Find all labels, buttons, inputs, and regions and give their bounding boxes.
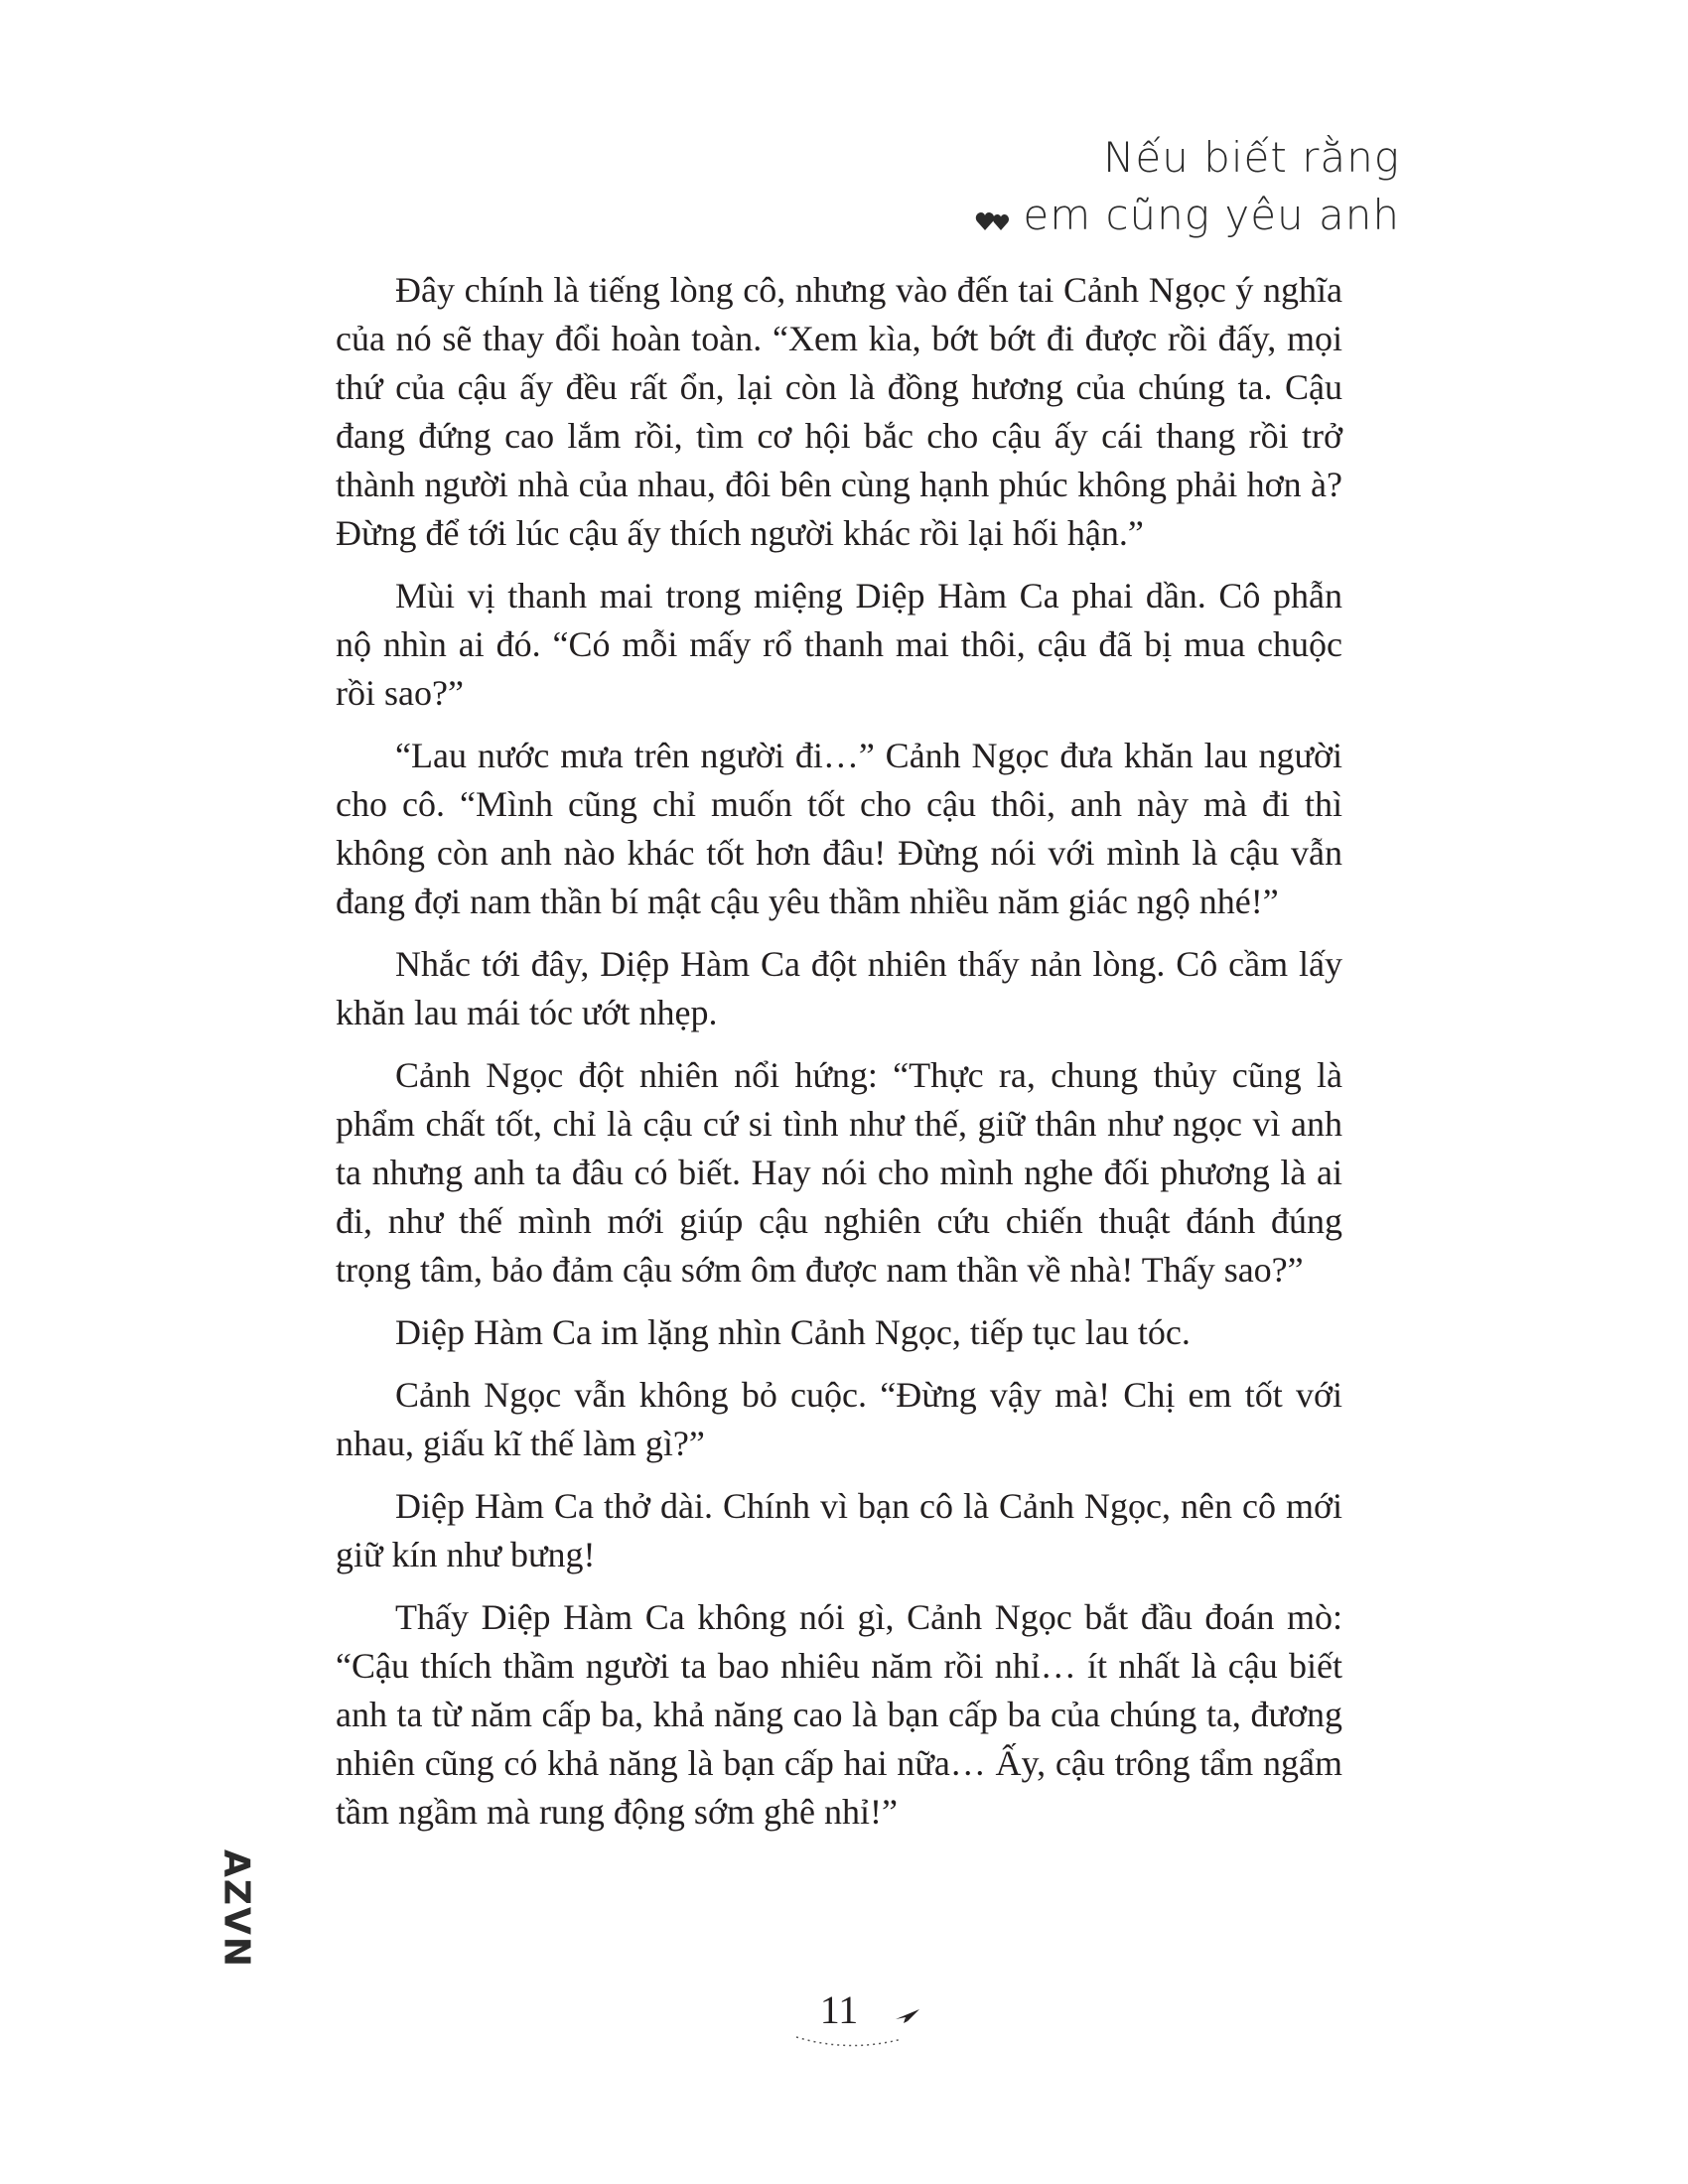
paragraph: Diệp Hàm Ca im lặng nhìn Cảnh Ngọc, tiếp tục lau tóc. xyxy=(395,1312,1191,1352)
paragraph: Đây chính là tiếng lòng cô, nhưng vào đến tai Cảnh Ngọc ý nghĩa của nó sẽ thay đổi hoàn toàn. “Xem kìa, bớt bớt đi được rồi đấy, mọi thứ của cậu ấy đều rất ổn, lại còn là đồng hương của chúng ta. Cậu đang đứng cao lắm rồi, tìm cơ hội bắc cho cậu ấy cái thang rồi trở thành người nhà của nhau, đôi bên cùng hạnh phúc không phải hơn à? Đừng để tới lúc cậu ấy thích người khác rồi lại hối hận.” xyxy=(336,270,1342,553)
header-title-line2: em cũng yêu anh xyxy=(1023,191,1400,239)
paragraph: “Lau nước mưa trên người đi…” Cảnh Ngọc đưa khăn lau người cho cô. “Mình cũng chỉ muốn tốt cho cậu thôi, anh này mà đi thì không còn anh nào khác tốt hơn đâu! Đừng nói với mình là cậu vẫn đang đợi nam thần bí mật cậu yêu thầm nhiều năm giác ngộ nhé!” xyxy=(336,736,1342,921)
page-footer xyxy=(784,1985,943,2075)
header-title-line2-wrap xyxy=(975,187,1400,247)
paragraph: Cảnh Ngọc đột nhiên nổi hứng: “Thực ra, chung thủy cũng là phẩm chất tốt, chỉ là cậu cứ si tình như thế, giữ thân như ngọc vì anh ta nhưng anh ta đâu có biết. Hay nói cho mình nghe đối phương là ai đi, như thế mình mới giúp cậu nghiên cứu chiến thuật đánh đúng trọng tâm, bảo đảm cậu sớm ôm được nam thần về nhà! Thấy sao?” xyxy=(336,1055,1342,1290)
publisher-logo-text: AZVN xyxy=(215,1849,257,1969)
paragraph: Mùi vị thanh mai trong miệng Diệp Hàm Ca phai dần. Cô phẫn nộ nhìn ai đó. “Có mỗi mấy rổ thanh mai thôi, cậu đã bị mua chuộc rồi sao?” xyxy=(336,576,1342,713)
hearts-icon xyxy=(975,190,1013,247)
page-number: 11 xyxy=(819,1987,859,2032)
dotted-flight-path xyxy=(794,2033,904,2053)
paragraph: Diệp Hàm Ca thở dài. Chính vì bạn cô là Cảnh Ngọc, nên cô mới giữ kín như bưng! xyxy=(336,1486,1342,1574)
running-header xyxy=(975,129,1400,247)
body-text xyxy=(336,266,1342,1850)
header-title-line1: Nếu biết rằng xyxy=(1102,133,1400,182)
publisher-logo xyxy=(214,1825,258,1993)
paragraph: Nhắc tới đây, Diệp Hàm Ca đột nhiên thấy nản lòng. Cô cầm lấy khăn lau mái tóc ướt nhẹp. xyxy=(336,944,1342,1032)
paper-plane-icon xyxy=(894,2005,921,2025)
paragraph: Thấy Diệp Hàm Ca không nói gì, Cảnh Ngọc bắt đầu đoán mò: “Cậu thích thầm người ta bao nhiêu năm rồi nhỉ… ít nhất là cậu biết anh ta từ năm cấp ba, khả năng cao là bạn cấp ba của chúng ta, đương nhiên cũng có khả năng là bạn cấp hai nữa… Ấy, cậu trông tẩm ngẩm tầm ngầm mà rung động sớm ghê nhỉ!” xyxy=(336,1597,1342,1832)
paragraph: Cảnh Ngọc vẫn không bỏ cuộc. “Đừng vậy mà! Chị em tốt với nhau, giấu kĩ thế làm gì?” xyxy=(336,1375,1342,1463)
